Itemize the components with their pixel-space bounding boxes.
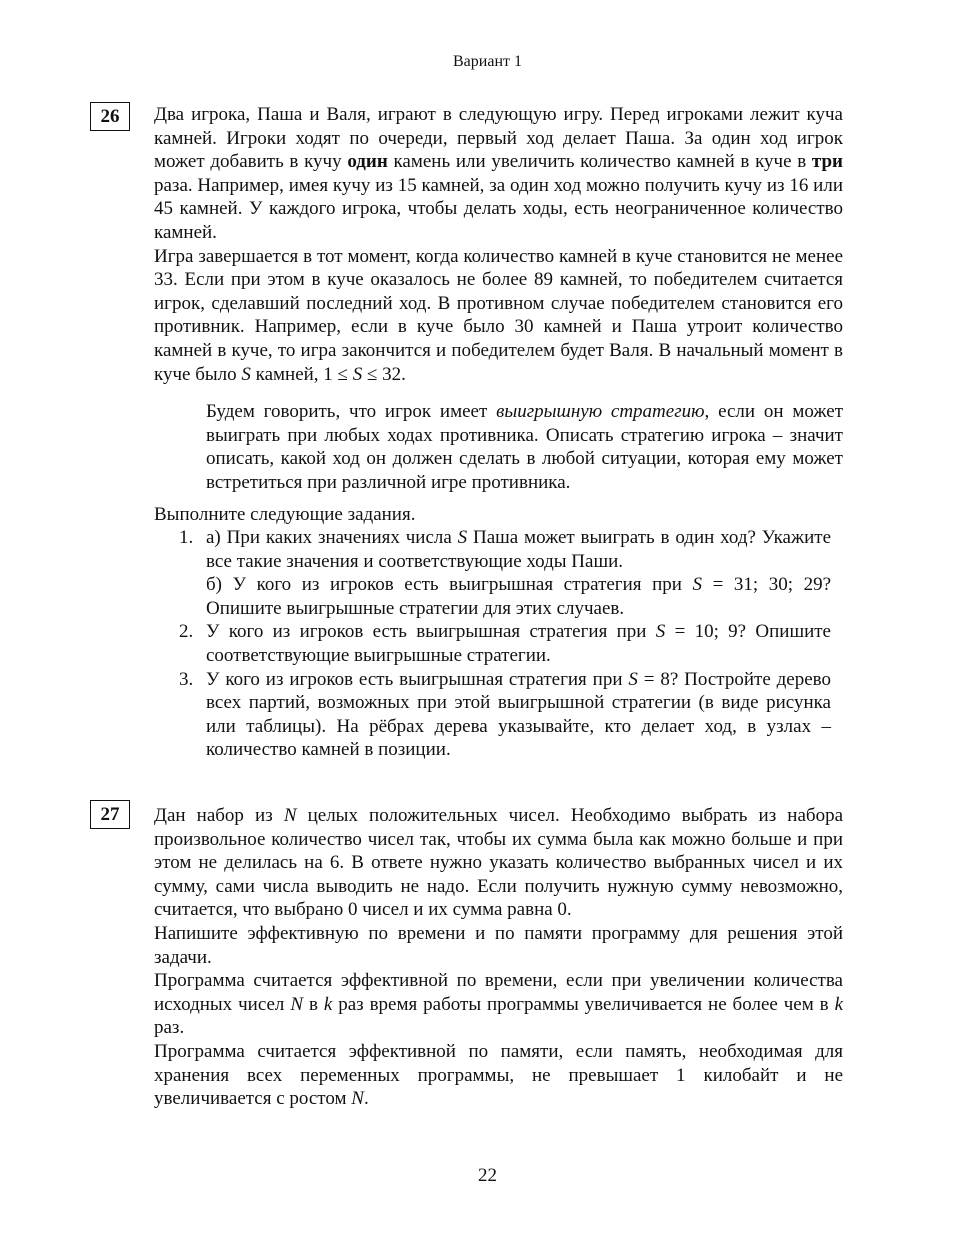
task-intro: Выполните следующие задания. (154, 503, 416, 525)
task-body (154, 103, 843, 762)
list-item: 1. а) При каких значениях числа S Паша может выиграть в один ход? Укажите все такие значения и соответствующие ходы Паши. б) У кого из игроков есть выигрышная стратегия при S = 31; 30; 29? Опишите выигрышные стратегии для этих случаев. (179, 527, 832, 619)
task-paragraph: Программа считается эффективной по памяти, если память, необходимая для хранения всех переменных программы, не превышает 1 килобайт и не увеличивается с ростом N. (154, 1040, 843, 1110)
definition-quote: Будем говорить, что игрок имеет выигрышную стратегию, если он может выиграть при любых ходах противника. Описать стратегию игрока – значит описать, какой ход он должен сделать в любой ситуации, которая ему может встретиться при различной игре противника. (206, 401, 843, 493)
list-marker: 1. (179, 527, 194, 549)
task-paragraph: Напишите эффективную по времени и по памяти программу для решения этой задачи. (154, 922, 843, 968)
task-number-badge: 26 (90, 102, 130, 131)
task-paragraph: Два игрока, Паша и Валя, играют в следующую игру. Перед игроками лежит куча камней. Игроки ходят по очереди, первый ход делает Паша. За один ход игрок может добавить в кучу один камень или увеличить количество камней в куче в три раза. Например, имея кучу из 15 камней, за один ход можно получить кучу из 16 или 45 камней. У каждого игрока, чтобы делать ходы, есть неограниченное количество камней. (154, 104, 844, 243)
page-header: Вариант 1 (453, 53, 522, 70)
task-list (154, 526, 843, 762)
page-number: 22 (478, 1165, 497, 1186)
list-marker: 3. (179, 668, 194, 690)
list-item: 3. У кого из игроков есть выигрышная стратегия при S = 8? Постройте дерево всех партий, возможных при этой выигрышной стратегии (в виде рисунка или таблицы). На рёбрах дерева указывайте, кто делает ход, в узлах – количество камней в позиции. (179, 668, 832, 761)
task-paragraph: Дан набор из N целых положительных чисел. Необходимо выбрать из набора произвольное количество чисел так, чтобы их сумма была как можно больше и при этом не делилась на 6. В ответе нужно указать количество выбранных чисел и их сумму, сами числа выводить не надо. Если получить нужную сумму невозможно, считается, что выбрано 0 чисел и их сумма равна 0. (154, 805, 844, 921)
task-number-badge: 27 (90, 800, 130, 829)
task-paragraph: Игра завершается в тот момент, когда количество камней в куче становится не менее 33. Если при этом в куче оказалось не более 89 камней, то победителем считается игрок, сделавший последний ход. В противном случае победителем становится его противник. Например, если в куче было 30 камней и Паша утроит количество камней в куче, то игра закончится и победителем будет Валя. В начальный момент в куче было S камней, 1 ≤ S ≤ 32. (154, 245, 843, 385)
task-body (154, 804, 843, 1111)
list-item: 2. У кого из игроков есть выигрышная стратегия при S = 10; 9? Опишите соответствующие выигрышные стратегии. (179, 621, 831, 667)
task-paragraph: Программа считается эффективной по времени, если при увеличении количества исходных чисел N в k раз время работы программы увеличивается не более чем в k раз. (154, 970, 844, 1039)
list-marker: 2. (179, 621, 194, 643)
